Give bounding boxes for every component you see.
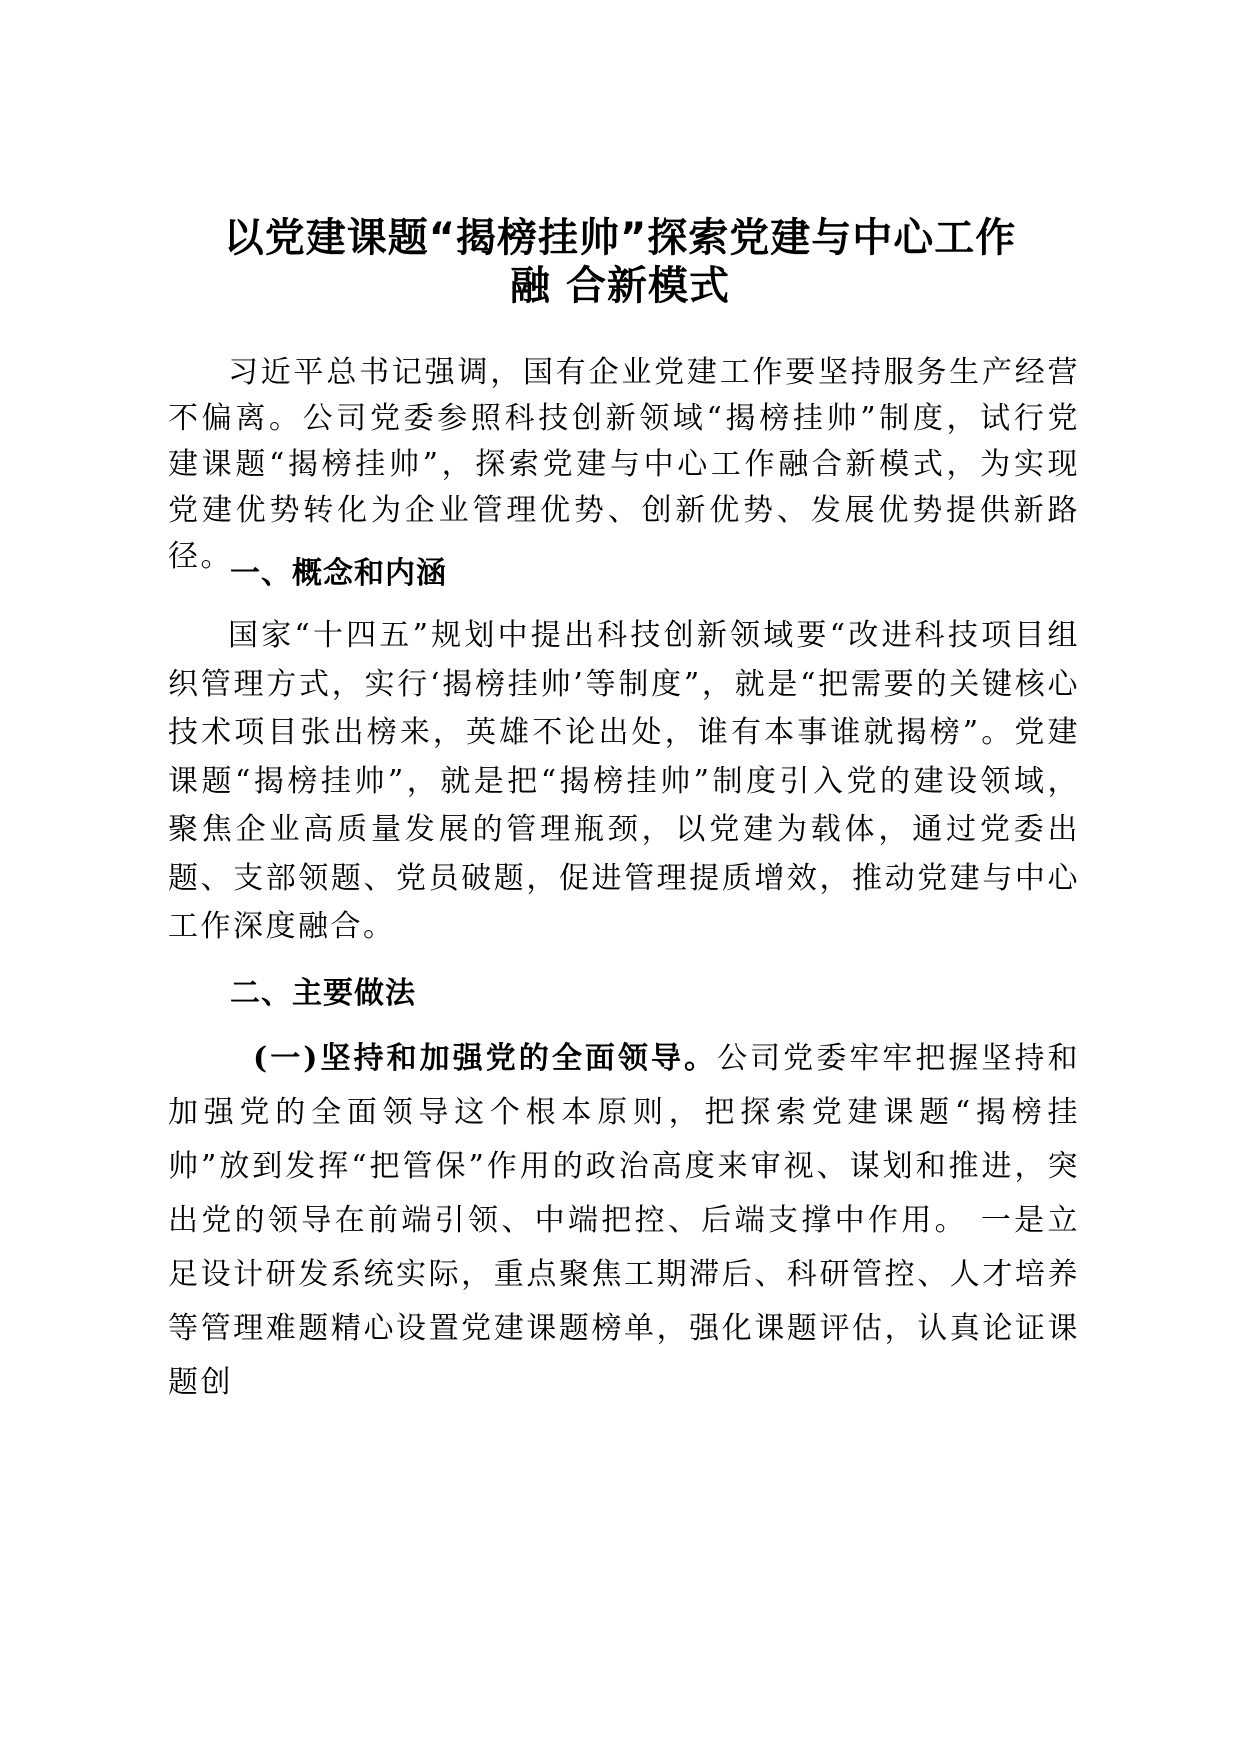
concept-paragraph: 国家“十四五”规划中提出科技创新领域要“改进科技项目组织管理方式，实行‘揭榜挂帅’等制度”，就是“把需要的关键核心技术项目张出榜来，英雄不论出处，谁有本事谁就揭榜”。党建课题“揭榜挂帅”，就是把“揭榜挂帅”制度引入党的建设领域，聚焦企业高质量发展的管理瓶颈，以党建为载体，通过党委出题、支部领题、党员破题，促进管理提质增效，推动党建与中心工作深度融合。 bbox=[168, 618, 1080, 944]
document-title-line-2: 融 合新模式 bbox=[510, 263, 730, 309]
section-heading-concept: 一、概念和内涵 bbox=[230, 556, 447, 591]
subsection-body: 公司党委牢牢把握坚持和加强党的全面领导这个根本原则，把探索党建课题“揭榜挂帅”放到发挥“把管保”作用的政治高度来审视、谋划和推进，突出党的领导在前端引领、中端把控、后端支撑中作用。 一是立足设计研发系统实际，重点聚焦工期滞后、科研管控、人才培养等管理难题精心设置党建课题榜单，强化课题评估，认真论证课题创 bbox=[168, 1041, 1081, 1400]
subsection-lead: (一)坚持和加强党的全面领导。 bbox=[253, 1041, 718, 1076]
section-heading-practices: 二、主要做法 bbox=[230, 976, 416, 1011]
leadership-paragraph bbox=[168, 1032, 1080, 1410]
document-title-line-1: 以党建课题“揭榜挂帅”探索党建与中心工作 bbox=[223, 215, 1017, 261]
intro-paragraph: 习近平总书记强调，国有企业党建工作要坚持服务生产经营不偏离。公司党委参照科技创新领域“揭榜挂帅”制度，试行党建课题“揭榜挂帅”，探索党建与中心工作融合新模式，为实现党建优势转化为企业管理优势、创新优势、发展优势提供新路径。 bbox=[168, 355, 1080, 574]
